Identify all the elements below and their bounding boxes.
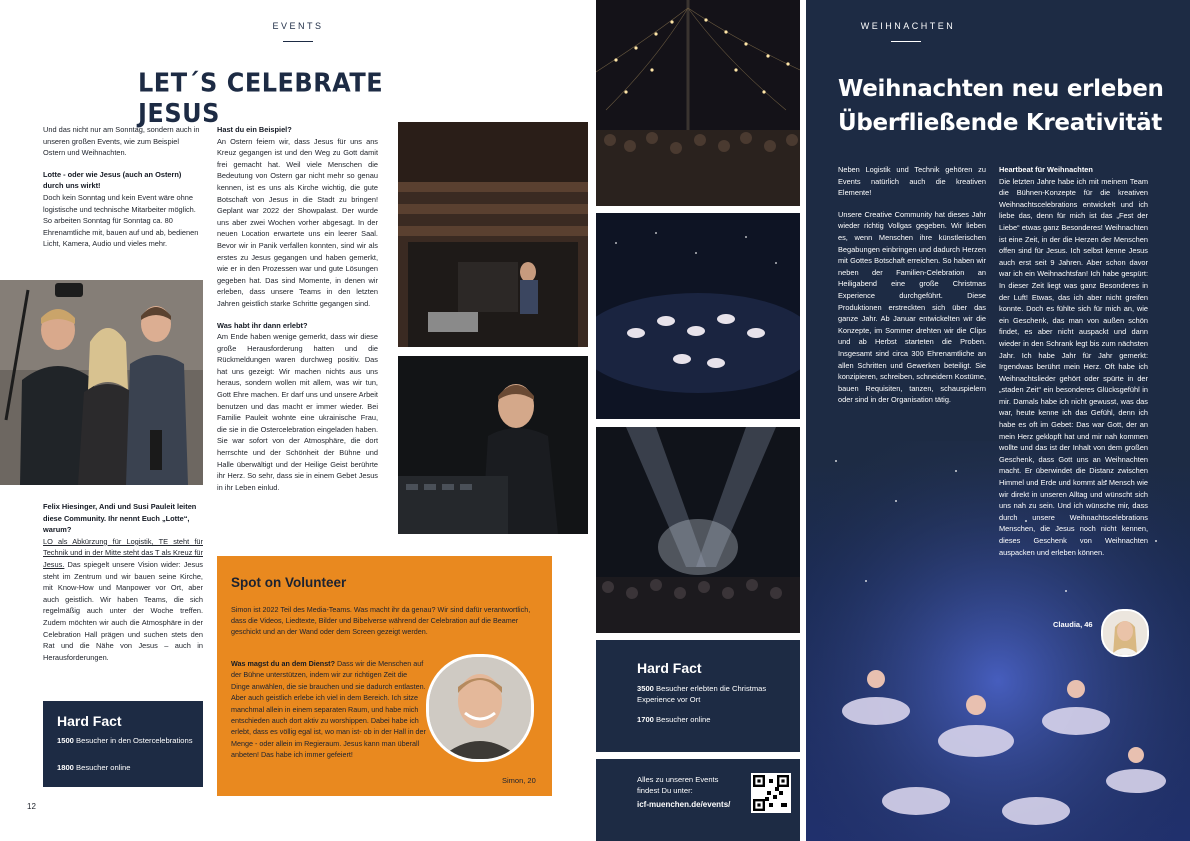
caption-body: Das spiegelt unsere Vision wider: Jesus steht im Zentrum und wir bauen seine Kirche, mit Know-How und Manpower vor Ort, aber auch geistlich. Wir haben Teams, die sich regelmäßig auch unter der Woche treffen. Zudem möchten wir auch die Atmosphäre in der Celebration Hall prägen und suchen stets den Rat und die Nähe von Jesus – auch in Herausforderungen. [43, 559, 204, 662]
crowd-lights-image [596, 0, 800, 206]
event-photo-dancers [596, 213, 800, 419]
team-photo-image [0, 280, 203, 485]
event-photo-hall-setup [398, 122, 588, 347]
events-link-text: Alles zu unseren Events findest Du unter: [637, 775, 719, 795]
heartbeat-heading: Heartbeat für Weihnachten [999, 165, 1093, 174]
creative-intro: Neben Logistik und Technik gehören zu Events natürlich auch die kreativen Elemente! [838, 165, 986, 198]
title-line-1: Weihnachten neu erleben [838, 76, 1164, 102]
events-link-box [596, 759, 800, 841]
spot-answer: Dass wir die Menschen auf der Bühne unterstützen, indem wir zur richtigen Zeit die Dinge anwählen, die sie brauchen und sie dadurch entlasten. Aber auch geistlich erlebe ich viel in dem Bereich. Ich sitze manchmal allein in einem separaten Raum, und habe mich entschieden auch dort aktiv zu worshippen. Dabei habe ich erlebt, dass es völlig egal ist, wo man ist- ob in der Hall in der Menge - oder allein im Regieraum. Jesus kann man überall anbeten! Das habe ich immer gefeiert! [231, 659, 426, 760]
simon-portrait-image [429, 657, 531, 759]
hard-fact-row-2: 1700 Besucher online [637, 715, 711, 724]
hard-fact-title: Hard Fact [57, 713, 122, 729]
creative-text: Unsere Creative Community hat dieses Jahr wieder richtig Vollgas gegeben. Wir lieben es, wenn Menschen ihre künstlerischen Begabungen einbringen und dadurch Herzen mit Gottes Botschaft erreichen. So haben wir neben der Familien-Celebration an Heiligabend eine große Christmas Experience durchgeführt. Diese Produktionen erstreckten sich über das ganze Jahr. Ab Januar entwickelten wir die Konzepte, im Sommer drehten wir die Clips und ab Herbst starteten die Proben. Insgesamt sind circa 300 Ehrenamtliche an allen Schritten und Gewerken beteiligt. Sie konzipieren, schreiben, schneidern Kostüme, bauen Requisiten, tanzen, schauspielern oder sind in der Organisation tätig. [838, 209, 986, 405]
lotte-heading: Lotte - oder wie Jesus (auch an Ostern) durch uns wirkt! [43, 169, 182, 191]
event-photo-crowd-lights [596, 0, 800, 206]
spot-title: Spot on Volunteer [231, 575, 347, 590]
event-photo-stage [596, 427, 800, 633]
claudia-portrait [1101, 609, 1149, 657]
spot-on-volunteer-box [217, 556, 552, 796]
spot-question: Was magst du an dem Dienst? [231, 659, 335, 668]
left-column-2 [217, 124, 378, 493]
section-divider-right [891, 41, 921, 42]
hard-fact-title: Hard Fact [637, 660, 702, 676]
example-text: An Ostern feiern wir, dass Jesus für uns ans Kreuz gegangen ist und den Weg zu Gott damit frei gemacht hat. Weil viele Menschen die Bedeutung von Ostern gar nicht mehr so genau kennen, ist es uns als Kirche wichtig, die gute Botschaft von Jesus in die Stadt zu bringen! Geplant war 2022 der Showpalast. Der wurde uns aber zwei Wochen vorher abgesagt. In der neuen Location erwartete uns ein leerer Saal. Bevor wir in Panik verfallen konnten, sind wir als erstes zu Jesus gegangen und haben gemerkt, wie er in den Prozessen war und gute Lösungen gegeben hat. Das sind Momente, in denen wir erleben, dass unsere Teams in den letzten Jahren geistlich starke Schritte gegangen sind. [217, 136, 378, 308]
left-column-1-lower [43, 501, 203, 663]
hard-fact-row-2: 1800 Besucher online [57, 763, 131, 772]
simon-name: Simon, 20 [502, 776, 536, 785]
simon-portrait [426, 654, 534, 762]
heartbeat-text: Die letzten Jahre habe ich mit meinem Team die Bühnen-Konzepte für die kreativen Weihnachtscelebrations entwickelt und ich liebe das, denn für mich ist das „Fest der Liebe“ etwas ganz Besonderes! Weihnachten ist eine Zeit, in der die Herzen der Menschen offen sind für Jesus. Ich selbst kenne Jesus auch erst seit 9 Jahren. Aber schon davor war ich ein Weihnachtsfan! Ich habe gespürt: In dieser Zeit liegt was ganz Besonderes in der Luft! Etwas, das ich aber nicht greifen konnte. Doch es fühlte sich für mich an, wie ein Geschenk, das man von außen schön findet, es aber nicht auspackt und dann wieder in den Schrank legt bis zum nächsten Jahr. Ich habe Jahr für Jahr gemerkt: Irgendwas berührt mein Herz. Oft habe ich Weihnachtslieder gehört oder spürte in der „staden Zeit“ ein besonderes Glücksgefühl in mir. Damals habe ich nicht gewusst, was das war, heute kenne ich das Gefühl, denn ich habe es oft im Gebet: Das war Gott, der an mein Herz geklopft hat und mir nah kommen wollte und das ist der Inhalt von dem großen Geschenk, dass Gott uns an Weihnachten macht. Er überwindet die Distanz zwischen Himmel und Erde und kommt als Mensch wie wir direkt in unseren Alltag und wünscht sich uns nah zu sein. Und ich wünsche mir, dass durch unsere Weihnachtscelebrations Menschen, die Jesus noch nicht kennen, dieses Geschenk von Weihnachten auspacken und erleben können. [999, 176, 1148, 557]
example-heading: Hast du ein Beispiel? [217, 125, 292, 134]
section-label-events: EVENTS [272, 21, 324, 31]
right-column-2 [999, 164, 1148, 558]
caption-text [43, 536, 203, 664]
hard-fact-box-left [43, 701, 203, 787]
qr-code[interactable] [751, 773, 791, 813]
stage-image [596, 427, 800, 633]
caption-underlined: LO als Abkürzung für Logistik, TE steht für Technik und in der Mitte steht das T als Kreuz für Jesus. [43, 536, 203, 569]
qr-code-icon [753, 775, 789, 811]
title-line-2: Überfließende Kreativität [838, 110, 1163, 136]
hard-fact-box-right [596, 640, 800, 752]
experienced-heading: Was habt ihr dann erlebt? [217, 320, 308, 330]
section-label-weihnachten: WEIHNACHTEN [860, 21, 956, 31]
right-column-1 [838, 164, 986, 406]
hard-fact-row-1: 3500 Besucher erlebten die Christmas Experience vor Ort [637, 684, 767, 704]
hall-setup-image [398, 122, 588, 347]
events-url-link[interactable]: icf-muenchen.de/events/ [637, 800, 731, 809]
hard-fact-row-1: 1500 Besucher in den Ostercelebrations [57, 736, 193, 745]
team-photo [0, 280, 203, 485]
claudia-portrait-image [1103, 611, 1147, 655]
dancers-image [596, 213, 800, 419]
event-photo-technician [398, 356, 588, 534]
spot-intro: Simon ist 2022 Teil des Media-Teams. Was macht ihr da genau? Wir sind dafür verantwortlich, dass die Videos, Liedtexte, Bilder und Bibelverse während der Celebration auf die Beamer geschickt und an der Wand oder dem Screen gezeigt werden. [231, 605, 531, 637]
technician-image [398, 356, 588, 534]
spot-answer-block [231, 658, 426, 761]
page-title: LET´S CELEBRATE JESUS [138, 67, 384, 129]
intro-text: Und das nicht nur am Sonntag, sondern auch in unseren großen Events, wie zum Beispiel Ostern und Weihnachten. [43, 125, 200, 158]
experienced-text: Am Ende haben wenige gemerkt, dass wir diese große Herausforderung hatten und die Rückmeldungen waren durchweg positiv. Das hat uns gezeigt: Wir machen nichts aus uns heraus, sondern wollen mit allem, was wir tun, Gott Ehre machen. Er darf uns und unsere Arbeit benutzen und das macht er immer wieder. Bei Familie Pauleit wohnte eine ukrainische Frau, die sie in die Ostercelebration eingeladen haben. Sie war sofort von der Atmosphäre, die dort herrschte und der Schönheit der Bühne und Halle überwältigt und der Heilige Geist berührte ihr Herz. So sehr, dass sie in einem Gebet Jesus in ihr Leben einlud. [217, 332, 378, 492]
right-page-title [838, 72, 1178, 140]
caption-heading: Felix Hiesinger, Andi und Susi Pauleit leiten diese Community. Ihr nennt Euch „Lotte“, warum? [43, 502, 197, 535]
page-number: 12 [27, 802, 36, 811]
claudia-name: Claudia, 46 [1053, 620, 1093, 629]
left-column-1 [43, 124, 203, 250]
section-divider [283, 41, 313, 42]
lotte-text: Doch kein Sonntag und kein Event wäre ohne logistische und technische Mitarbeiter möglich. So arbeiten Sonntag für Sonntag ca. 80 Ehrenamtliche mit, bauen auf und ab, bedienen Licht, Kamera, Audio und vieles mehr. [43, 192, 199, 249]
